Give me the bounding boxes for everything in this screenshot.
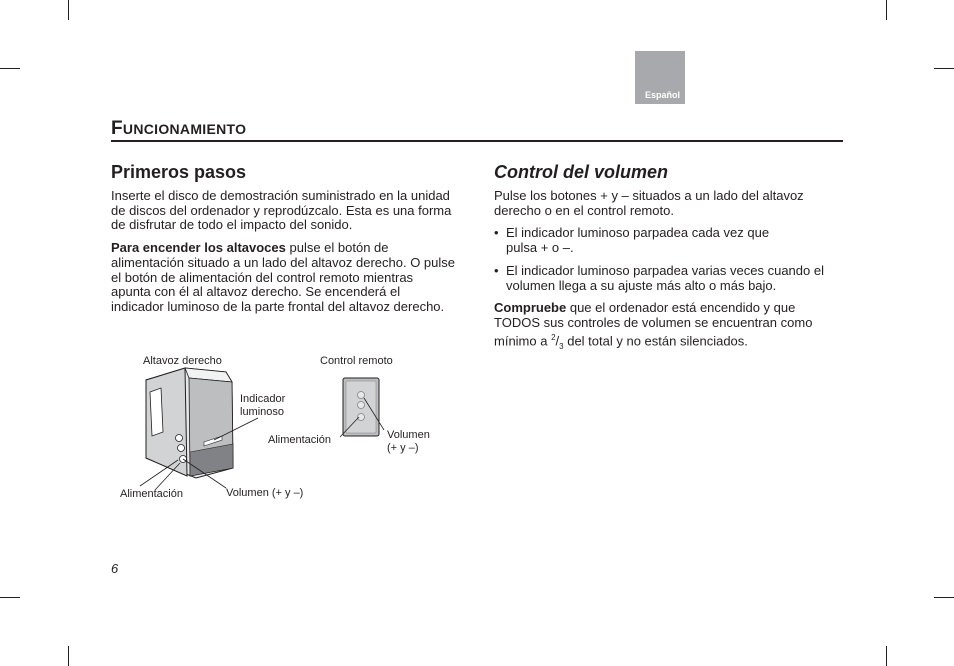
section-title-initial: F <box>111 118 123 139</box>
check-paragraph: Compruebe que el ordenador está encendido y que TODOS sus controles de volumen se encuentran como mínimo a $^2/_3$ del total y no están silenciados. <box>494 300 813 351</box>
speaker-volume-label: Volumen (+ y –) <box>226 487 304 499</box>
indicator-label-line-1: Indicador <box>240 393 286 405</box>
power-paragraph-bold: Para encender los altavoces <box>111 240 286 256</box>
intro-paragraph: Inserte el disco de demostración suministrado en la unidad de discos del ordenador y reprodúzcalo. Esta es una forma de disfrutar de todo el impacto del sonido. <box>111 188 452 233</box>
remote-volume-label <box>387 429 430 455</box>
power-paragraph-text: pulse el botón de alimentación situado a un lado del altavoz derecho. O pulse el botón de alimentación del control remoto mientras apunta con él al altavoz derecho. Se encenderá el indicador luminoso de la parte frontal del altavoz derecho. <box>111 240 455 314</box>
remote-volume-line-2: (+ y –) <box>387 442 419 454</box>
indicator-label <box>240 393 285 419</box>
bullet-item: • El indicador luminoso parpadea varias veces cuando el volumen llega a su ajuste más alto o más bajo. <box>494 264 834 293</box>
check-paragraph-bold: Compruebe <box>494 300 567 316</box>
heading-primeros-pasos: Primeros pasos <box>111 162 247 182</box>
remote-power-label: Alimentación <box>268 434 331 446</box>
volume-intro-paragraph: Pulse los botones + y – situados a un lado del altavoz derecho o en el control remoto. <box>494 188 804 218</box>
remote-label: Control remoto <box>320 355 393 367</box>
indicator-label-line-2: luminoso <box>240 406 285 418</box>
language-tab-label: Español <box>644 90 680 100</box>
check-paragraph-text-1: que el ordenador está encendido y que TODOS sus controles de volumen se encuentran como mínimo a <box>494 300 813 348</box>
bullet-1-line-1: El indicador luminoso parpadea cada vez que <box>506 225 770 241</box>
fraction-numerator: 2 <box>551 332 556 342</box>
bullet-1-line-2: pulsa + o –. <box>506 240 574 256</box>
check-paragraph-text-2: del total y no están silenciados. <box>563 332 748 348</box>
speaker-drawing <box>146 368 233 478</box>
fraction-denominator: 3 <box>559 341 564 351</box>
speaker-power-label: Alimentación <box>120 488 183 500</box>
speaker-label: Altavoz derecho <box>143 355 222 367</box>
page-number: 6 <box>111 561 119 576</box>
remote-drawing <box>343 378 379 436</box>
heading-control-volumen: Control del volumen <box>494 162 669 182</box>
remote-volume-line-1: Volumen <box>387 429 430 441</box>
section-title-rest: UNCIONAMIENTO <box>122 121 247 137</box>
